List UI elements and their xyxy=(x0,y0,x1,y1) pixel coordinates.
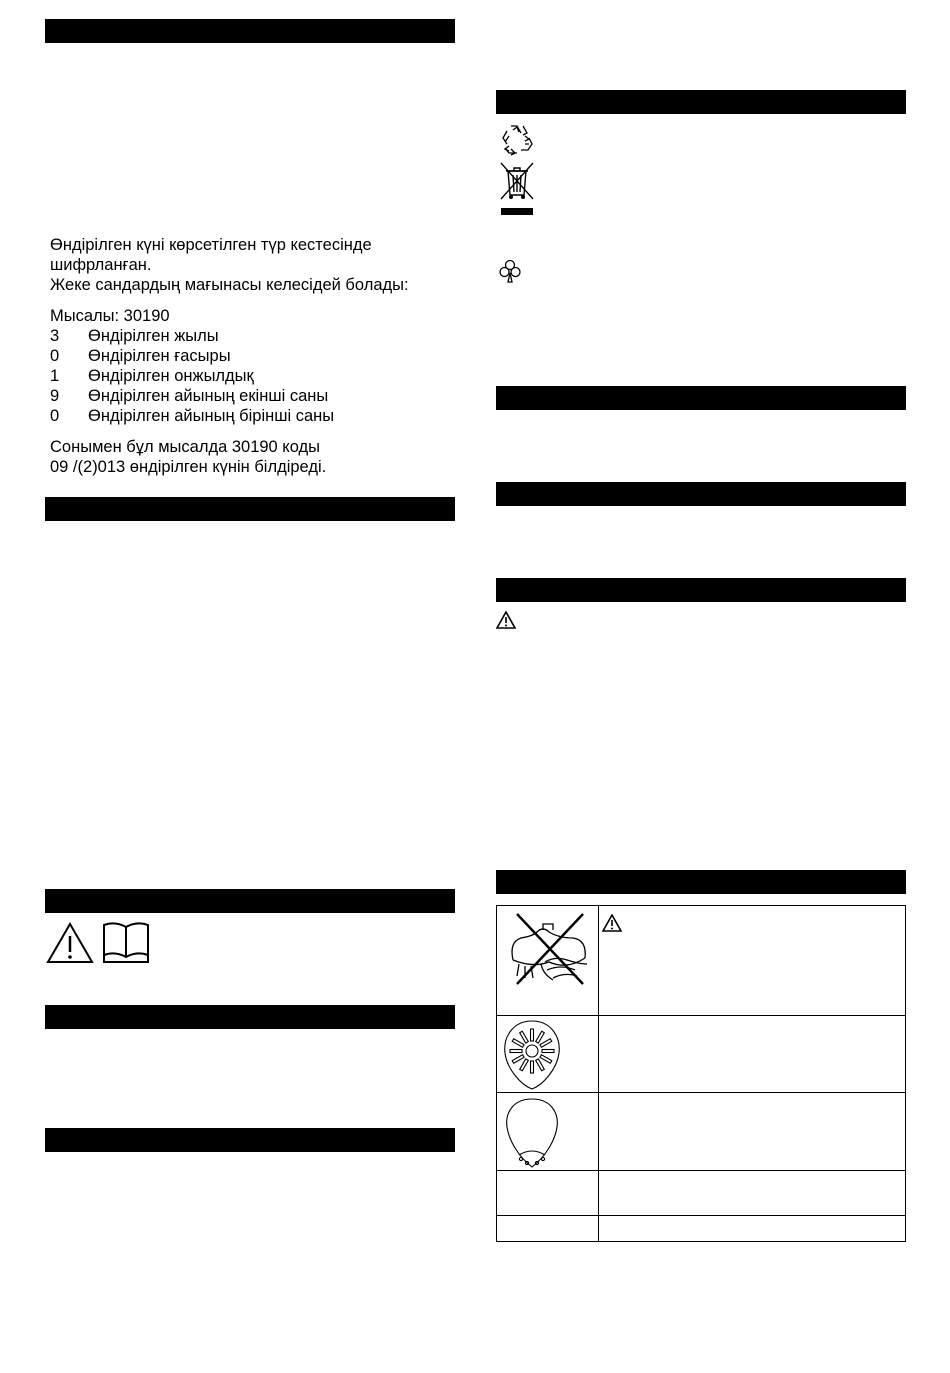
digit-row xyxy=(50,366,254,386)
digit: 0 xyxy=(50,347,60,365)
digit-meaning: Өндірілген айының бірінші саны xyxy=(88,407,335,425)
open-book-icon xyxy=(101,921,151,965)
digit-meaning: Өндірілген жылы xyxy=(88,327,219,345)
digit-meaning: Өндірілген айының екінші саны xyxy=(88,387,329,405)
section-header-bar-9 xyxy=(496,578,906,602)
section-header-bar-3 xyxy=(45,889,455,913)
date-code-line-3: Жеке сандардың мағынасы келесідей болады: xyxy=(50,276,409,294)
no-touch-filter-icon xyxy=(503,912,595,986)
digit-row xyxy=(50,326,219,346)
digit-row xyxy=(50,386,328,406)
digit-meaning: Өндірілген ғасыры xyxy=(88,347,231,365)
crossed-out-bin-icon xyxy=(498,161,536,217)
clover-icon xyxy=(499,259,521,285)
section-header-bar-6 xyxy=(496,90,906,114)
digit: 3 xyxy=(50,327,60,345)
section-header-bar-7 xyxy=(496,386,906,410)
table-row-divider xyxy=(497,1170,905,1171)
digit: 1 xyxy=(50,367,60,385)
warning-triangle-icon xyxy=(46,922,94,964)
table-column-divider xyxy=(598,906,599,1241)
digit: 9 xyxy=(50,387,60,405)
warning-triangle-icon xyxy=(496,611,516,629)
digit: 0 xyxy=(50,407,60,425)
example-label: Мысалы: 30190 xyxy=(50,307,170,325)
radial-filter-icon xyxy=(501,1019,563,1091)
section-header-bar-5 xyxy=(45,1128,455,1152)
section-header-bar-4 xyxy=(45,1005,455,1029)
filter-table xyxy=(496,905,906,1242)
table-row-divider xyxy=(497,1092,905,1093)
section-header-bar-10 xyxy=(496,870,906,894)
recycle-icon xyxy=(499,122,535,156)
digit-row xyxy=(50,346,231,366)
digit-meaning: Өндірілген онжылдық xyxy=(88,367,254,385)
section-header-bar-2 xyxy=(45,497,455,521)
conclusion-line-2: 09 /(2)013 өндірілген күнін білдіреді. xyxy=(50,458,327,476)
filter-bag-icon xyxy=(501,1097,563,1169)
table-row-divider xyxy=(497,1015,905,1016)
section-header-bar-8 xyxy=(496,482,906,506)
section-header-bar-1 xyxy=(45,19,455,43)
warning-triangle-icon xyxy=(602,914,622,932)
date-code-line-1: Өндірілген күні көрсетілген түр кестесінде xyxy=(50,236,372,254)
digit-row xyxy=(50,406,334,426)
table-row-divider xyxy=(497,1215,905,1216)
conclusion-line-1: Сонымен бұл мысалда 30190 коды xyxy=(50,438,321,456)
date-code-line-2: шифрланған. xyxy=(50,256,152,274)
